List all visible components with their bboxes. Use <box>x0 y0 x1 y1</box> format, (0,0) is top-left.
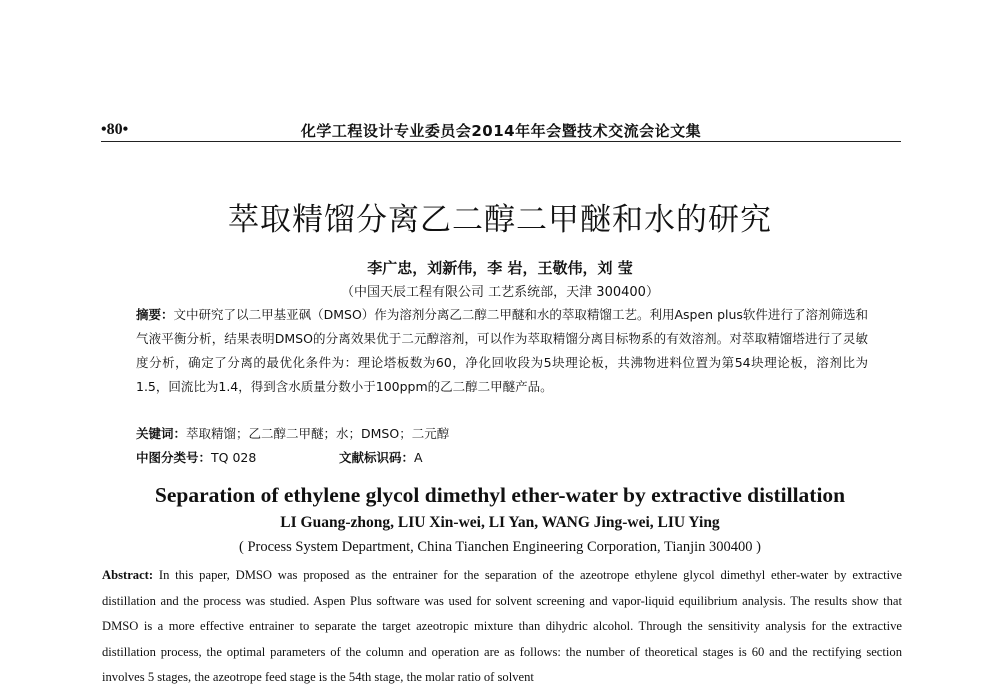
abstract-english <box>102 563 902 691</box>
running-head-title: 化学工程设计专业委员会2014年年会暨技术交流会论文集 <box>300 122 702 140</box>
keywords-text: 萃取精馏；乙二醇二甲醚；水；DMSO；二元醇 <box>186 426 450 441</box>
authors-english: LI Guang-zhong, LIU Xin-wei, LI Yan, WANG Jing-wei, LIU Ying <box>280 514 720 531</box>
abstract-chinese <box>136 303 868 399</box>
doc-code-value: A <box>414 450 423 465</box>
abstract-english-label: Abstract: <box>102 568 154 582</box>
abstract-chinese-text: 文中研究了以二甲基亚砜（DMSO）作为溶剂分离乙二醇二甲醚和水的萃取精馏工艺。利用Aspen plus软件进行了溶剂筛选和气液平衡分析，结果表明DMSO的分离效果优于二元醇溶剂，可以作为萃取精馏分离目标物系的有效溶剂。对萃取精馏塔进行了灵敏度分析，确定了分离的最优化条件为：理论塔板数为60，净化回收段为5块理论板，共沸物进料位置为第54块理论板，溶剂比为1.5，回流比为1.4，得到含水质量分数小于100ppm的乙二醇二甲醚产品。 <box>136 307 868 394</box>
keywords-label: 关键词： <box>136 426 187 441</box>
paper-title-english: Separation of ethylene glycol dimethyl ether-water by extractive distillation <box>154 483 846 507</box>
affiliation-chinese: （中国天辰工程有限公司 工艺系统部，天津 300400） <box>341 285 659 300</box>
page-number: •80• <box>101 121 129 138</box>
keywords-chinese <box>136 424 449 442</box>
clc-value: TQ 028 <box>211 450 257 465</box>
doc-code-label: 文献标识码： <box>339 450 415 465</box>
classification-row <box>136 448 536 466</box>
document-code <box>339 448 423 466</box>
abstract-chinese-label: 摘要： <box>136 307 174 322</box>
abstract-english-text: In this paper, DMSO was proposed as the entrainer for the separation of the azeotrope ethylene glycol dimethyl ether-water by extractive distillation and the process was studied. Aspen Plus software was used for solvent screening and vapor-liquid equilibrium analysis. The results show that DMSO is a more effective entrainer to separate the target azeotropic mixture than dihydric alcohol. Through the sensitivity analysis for the extractive distillation process, the optimal parameters of the column and operation are as follows: the number of theoretical stages is 60 and the rectifying section involves 5 stages, the azeotrope feed stage is the 54th stage, the molar ratio of solvent <box>102 568 902 684</box>
running-header <box>101 117 901 142</box>
authors-chinese: 李广忠，刘新伟，李 岩，王敬伟，刘 莹 <box>367 259 633 277</box>
affiliation-english: ( Process System Department, China Tianchen Engineering Corporation, Tianjin 300400 ) <box>239 539 761 555</box>
clc-label: 中图分类号： <box>136 450 212 465</box>
paper-title-chinese: 萃取精馏分离乙二醇二甲醚和水的研究 <box>228 202 772 238</box>
